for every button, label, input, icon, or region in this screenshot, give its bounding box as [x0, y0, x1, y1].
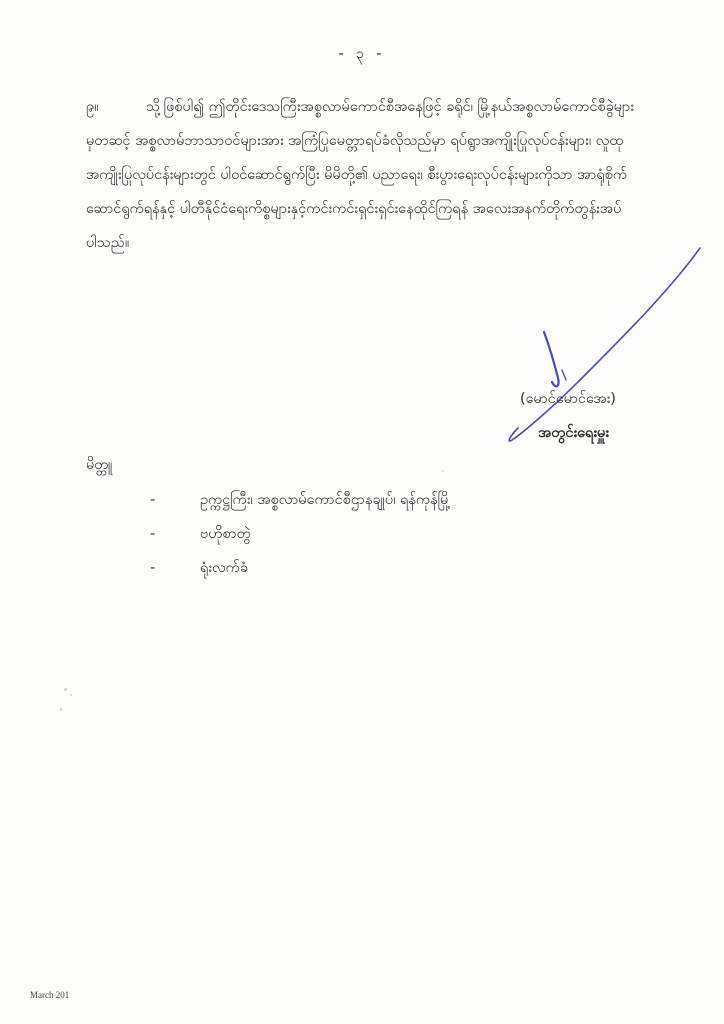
paper-speck: [442, 470, 444, 472]
cc-item-text: ဗဟိုစာတွဲ: [200, 526, 251, 542]
cc-item-text: ရုံးလက်ခံ: [200, 560, 248, 576]
cc-item: [150, 488, 451, 522]
paragraph-line: ဆောင်ရွက်ရန်နှင့် ပါတီနိုင်ငံရေးကိစ္စများနှင့်ကင်းကင်းရှင်းရှင်းနေထိုင်ကြရန် အလေးအနက်တိုက်တွန်းအပ်: [86, 201, 622, 217]
paragraph-line-text: သို့ဖြစ်ပါ၍ ဤတိုင်းဒေသကြီးအစ္စလာမ်ကောင်စီအနေဖြင့် ခရိုင်၊ မြို့နယ်အစ္စလာမ်ကောင်စီခွဲများ: [146, 99, 634, 115]
paragraph-line: မှတဆင့် အစ္စလာမ်ဘာသာဝင်များအား အကြံပြုမေတ္တာရပ်ခံလိုသည်မှာ ရပ်ရွာအကျိုးပြုလုပ်ငန်းများ၊ လူထု: [86, 133, 624, 149]
paper-speck: [64, 688, 67, 691]
footer-stamp: March 201: [30, 990, 70, 1000]
paragraph-line: [86, 90, 676, 124]
signature-stroke-long: [509, 248, 700, 441]
cc-dash: -: [150, 492, 156, 508]
paper-speck: [70, 694, 72, 696]
cc-dash: -: [150, 526, 156, 542]
cc-list: [150, 488, 451, 590]
paper-speck: [60, 708, 62, 711]
signer-name: (မောင်မောင်အေး): [520, 391, 616, 407]
signature-stroke-tick: [562, 370, 566, 380]
cc-item-text: ဥက္ကဋ္ဌကြီး၊ အစ္စလာမ်ကောင်စီဌာနချုပ်၊ ရန်ကုန်မြို့: [200, 492, 451, 508]
page-number: - ၃ -: [338, 46, 386, 62]
cc-item: [150, 522, 451, 556]
paragraph-number: ၉။: [86, 99, 99, 115]
cc-item: [150, 556, 451, 590]
signature-stroke-loop: [544, 332, 559, 386]
cc-label: မိတ္တူ: [86, 457, 113, 473]
cc-dash: -: [150, 560, 156, 576]
paragraph-line: ပါသည်။: [86, 235, 130, 251]
signer-title: အတွင်းရေးမှူး: [538, 425, 609, 441]
paragraph-line: အကျိုးပြုလုပ်ငန်းများတွင် ပါဝင်ဆောင်ရွက်ပြီး မိမိတို့၏ ပညာရေး၊ စီးပွားရေးလုပ်ငန်းများကိုသာ အာရုံစိုက်: [86, 167, 628, 183]
